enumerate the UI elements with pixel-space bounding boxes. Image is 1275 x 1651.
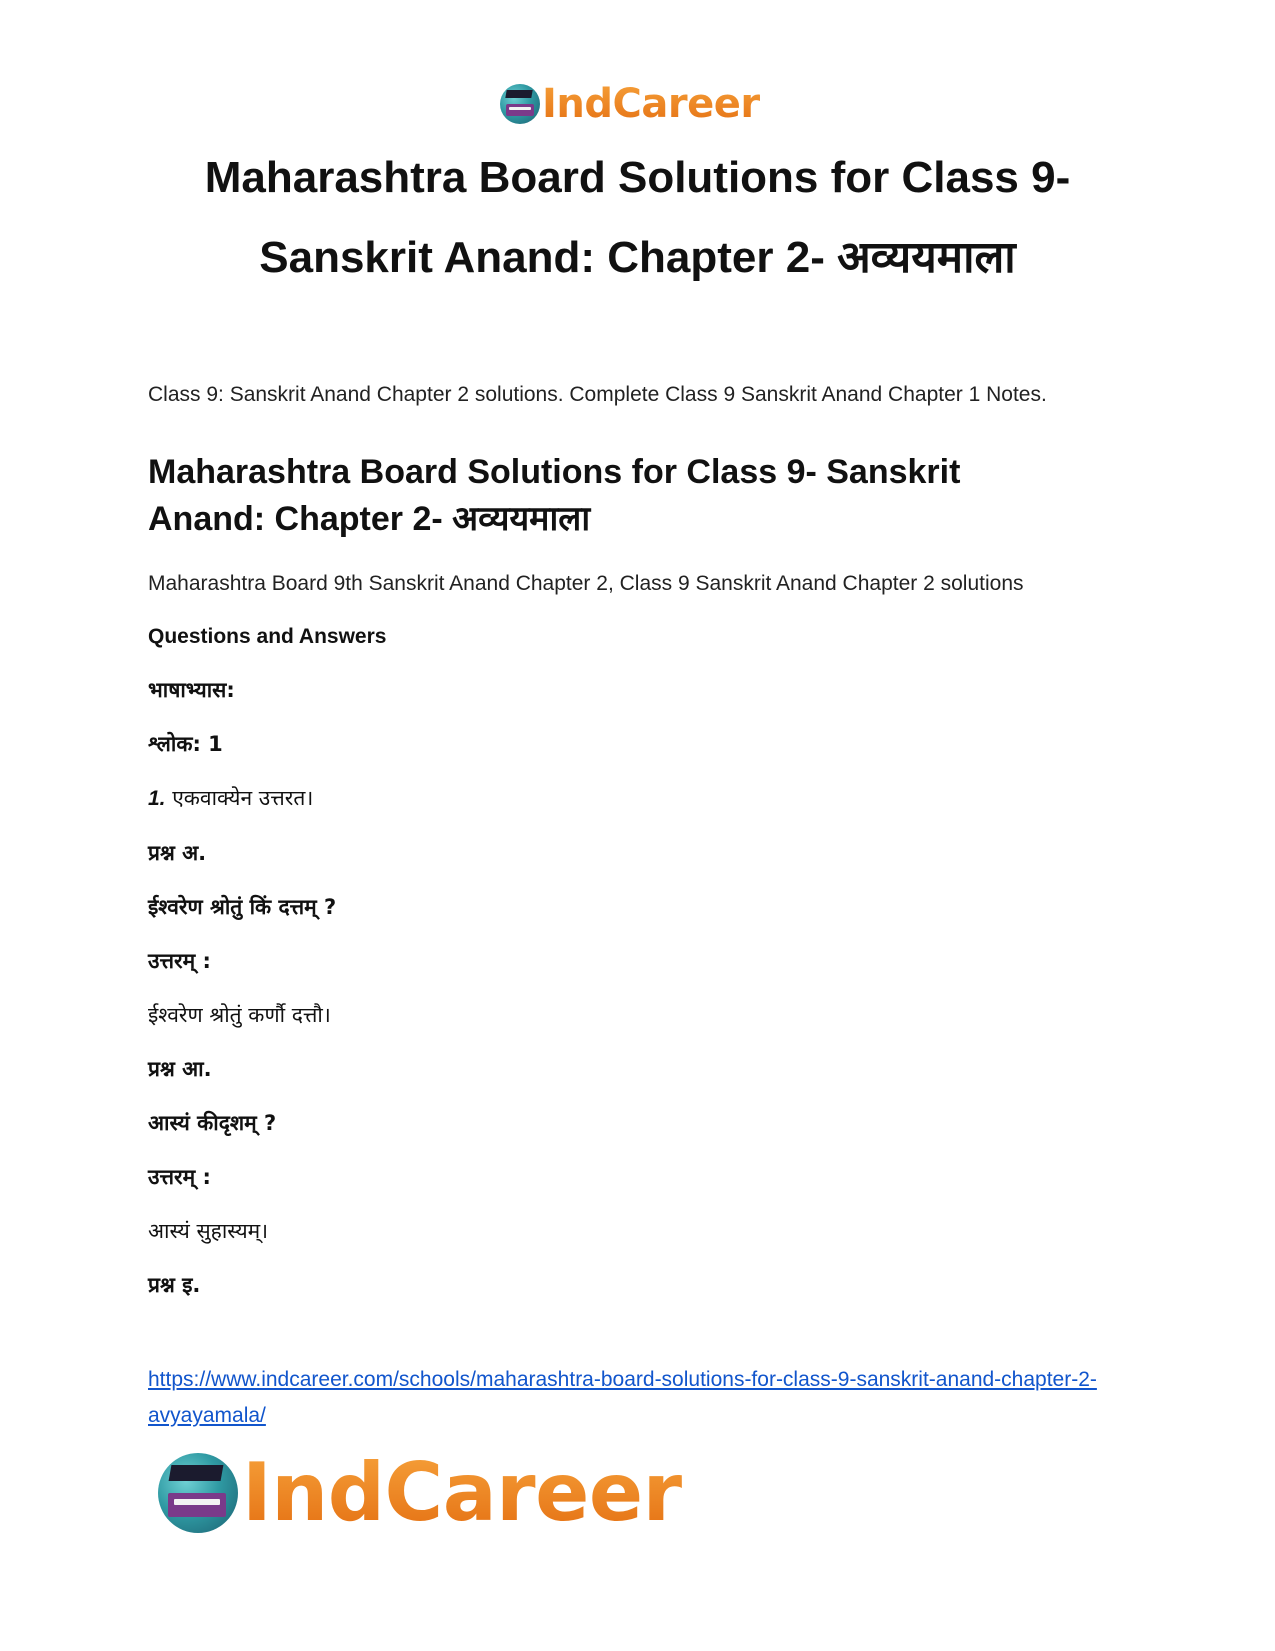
question-aa-text: आस्यं कीदृशम् ?: [148, 1111, 277, 1135]
prashna-i-label: प्रश्न इ.: [148, 1273, 201, 1297]
prashna-a-label: प्रश्न अ.: [148, 841, 207, 865]
question-instruction: [148, 783, 1128, 814]
answer-a-text: ईश्वरेण श्रोतुं कर्णौ दत्तौ।: [148, 1003, 331, 1027]
section-heading: Maharashtra Board Solutions for Class 9- Sanskrit Anand: Chapter 2- अव्ययमाला: [148, 453, 961, 538]
source-url-link[interactable]: https://www.indcareer.com/schools/maharashtra-board-solutions-for-class-9-sanskrit-anand-chapter-2-avyayamala/: [148, 1368, 1097, 1427]
logo-text: IndCareer: [242, 1446, 682, 1539]
answer-aa-text: आस्यं सुहास्यम्।: [148, 1219, 269, 1243]
intro-paragraph: Class 9: Sanskrit Anand Chapter 2 solutions. Complete Class 9 Sanskrit Anand Chapter 1 Notes.: [148, 383, 1047, 406]
section-subline: Maharashtra Board 9th Sanskrit Anand Chapter 2, Class 9 Sanskrit Anand Chapter 2 solutions: [148, 572, 1024, 595]
uttaram-a-label: उत्तरम् :: [148, 949, 211, 973]
uttaram-aa-label: उत्तरम् :: [148, 1165, 211, 1189]
page-title-line-2: Sanskrit Anand: Chapter 2- अव्ययमाला: [259, 233, 1016, 282]
prashna-aa-label: प्रश्न आ.: [148, 1057, 212, 1081]
shlok-label: श्लोक: 1: [148, 732, 223, 756]
graduation-globe-icon: [158, 1453, 238, 1533]
bhashabhyas-label: भाषाभ्यास:: [148, 678, 235, 702]
page-title-line-1: Maharashtra Board Solutions for Class 9-: [204, 153, 1071, 202]
questions-answers-heading: Questions and Answers: [148, 625, 387, 648]
question-a-text: ईश्वरेण श्रोतुं किं दत्तम् ?: [148, 895, 337, 919]
page-title: [100, 138, 1175, 298]
graduation-globe-icon: [500, 84, 540, 124]
indcareer-logo-top[interactable]: [500, 80, 760, 128]
article-body: [148, 380, 1128, 1300]
question-number: 1.: [148, 787, 166, 810]
question-instruction-text: एकवाक्येन उत्तरत।: [165, 786, 314, 810]
indcareer-logo-bottom[interactable]: [158, 1448, 682, 1538]
logo-text: IndCareer: [542, 81, 760, 127]
